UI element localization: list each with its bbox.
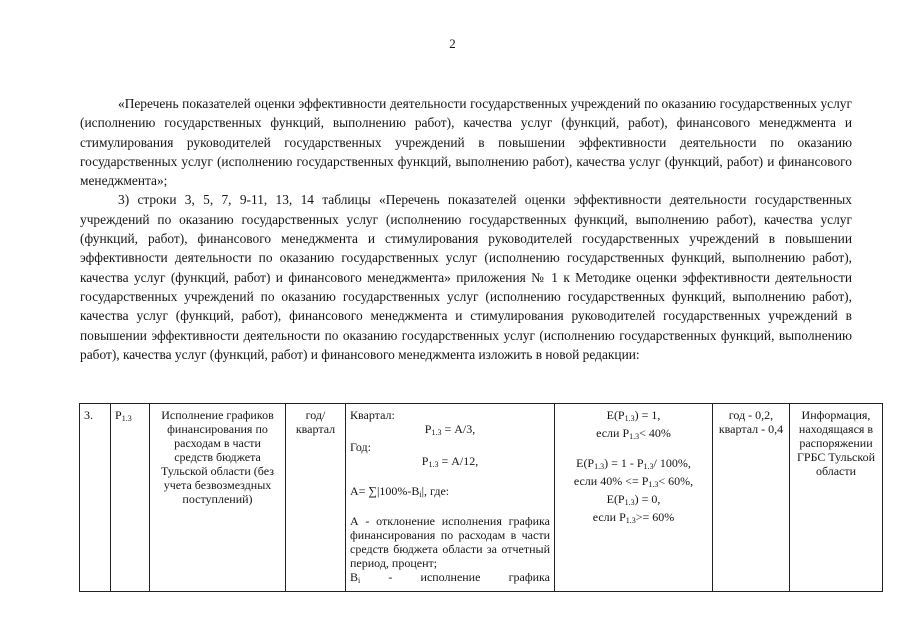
paragraph-list-title: «Перечень показателей оценки эффективности деятельности государственных учреждений по оказанию государственных услуг (исполнению государственных функций, выполнению работ), качества услуг (функций, работ), финансового менеджмента и стимулирования руководителей государственных учреждений в повышении эффективности деятельности по оказанию государственных услуг (исполнению государственных функций, выполнению работ), качества услуг (функций, работ) и финансового менеджмента»; — [80, 96, 852, 189]
period-unit-cell: год/ квартал — [286, 404, 346, 592]
year-label: Год: — [350, 440, 371, 454]
formula-cell — [346, 404, 555, 592]
table-row — [80, 404, 883, 592]
eval-line-3: $E(P_{1.3}) = 1 - P_{1.3}/$ 100%, — [576, 456, 691, 471]
indicator-code-cell: $P_{1.3}$ — [111, 404, 150, 592]
paragraph-amendment: 3) строки 3, 5, 7, 9-11, 13, 14 таблицы «Перечень показателей оценки эффективности деятельности государственных учреждений по оказанию государственных услуг (исполнению государственных функций, выполнению работ), качества услуг (функций, работ), финансового менеджмента и стимулирования руководителей государственных учреждений в повышении эффективности деятельности по оказанию государственных услуг (исполнению государственных функций, выполнению работ), качества услуг (функций, работ) и финансового менеджмента» приложения № 1 к Методике оценки эффективности деятельности государственных учреждений по оказанию государственных услуг (исполнению государственных функций, выполнению работ), качества услуг (функций, работ), финансового менеджмента и стимулирования руководителей государственных учреждений в повышении эффективности деятельности по оказанию государственных услуг (исполнению государственных функций, выполнению работ), качества услуг (функций, работ) и финансового менеджмента изложить в новой редакции: — [80, 192, 852, 362]
row-number-cell: 3. — [80, 404, 111, 592]
quarter-label: Квартал: — [350, 408, 395, 422]
indicator-name-cell: Исполнение графиков финансирования по расходам в части средств бюджета Тульской области (без учета безвозмездных поступлений) — [150, 404, 286, 592]
eval-line-6: если $P_{1.3}>= 60\%$ — [592, 510, 675, 525]
definition-a: А - отклонение исполнения графика финансирования по расходам в части средств бюджета области за отчетный период, процент; — [350, 514, 550, 570]
year-formula: $P_{1.3} = А/12$, — [421, 454, 479, 469]
definition-b: $B_i$ - исполнение графика — [350, 570, 550, 585]
sum-formula: $А= \sum|100\%-B_i|$, где: — [350, 484, 450, 499]
info-source-cell: Информация, находящаяся в распоряжении ГРБС Тульской области — [790, 404, 883, 592]
eval-line-5: $E(P_{1.3}) = 0$, — [606, 492, 661, 507]
document-body — [80, 94, 852, 364]
evaluation-cell — [555, 404, 713, 592]
page-number: 2 — [449, 36, 456, 51]
quarter-formula: $P_{1.3} = А/3$, — [424, 422, 476, 437]
eval-line-2: если $P_{1.3}< 40\%$ — [596, 426, 671, 441]
weight-cell: год - 0,2, квартал - 0,4 — [713, 404, 790, 592]
eval-line-1: $E(P_{1.3}) = 1$, — [606, 408, 661, 423]
indicator-table — [79, 403, 883, 592]
eval-line-4: если $40\% <= P_{1.3}< 60\%$, — [573, 474, 694, 489]
